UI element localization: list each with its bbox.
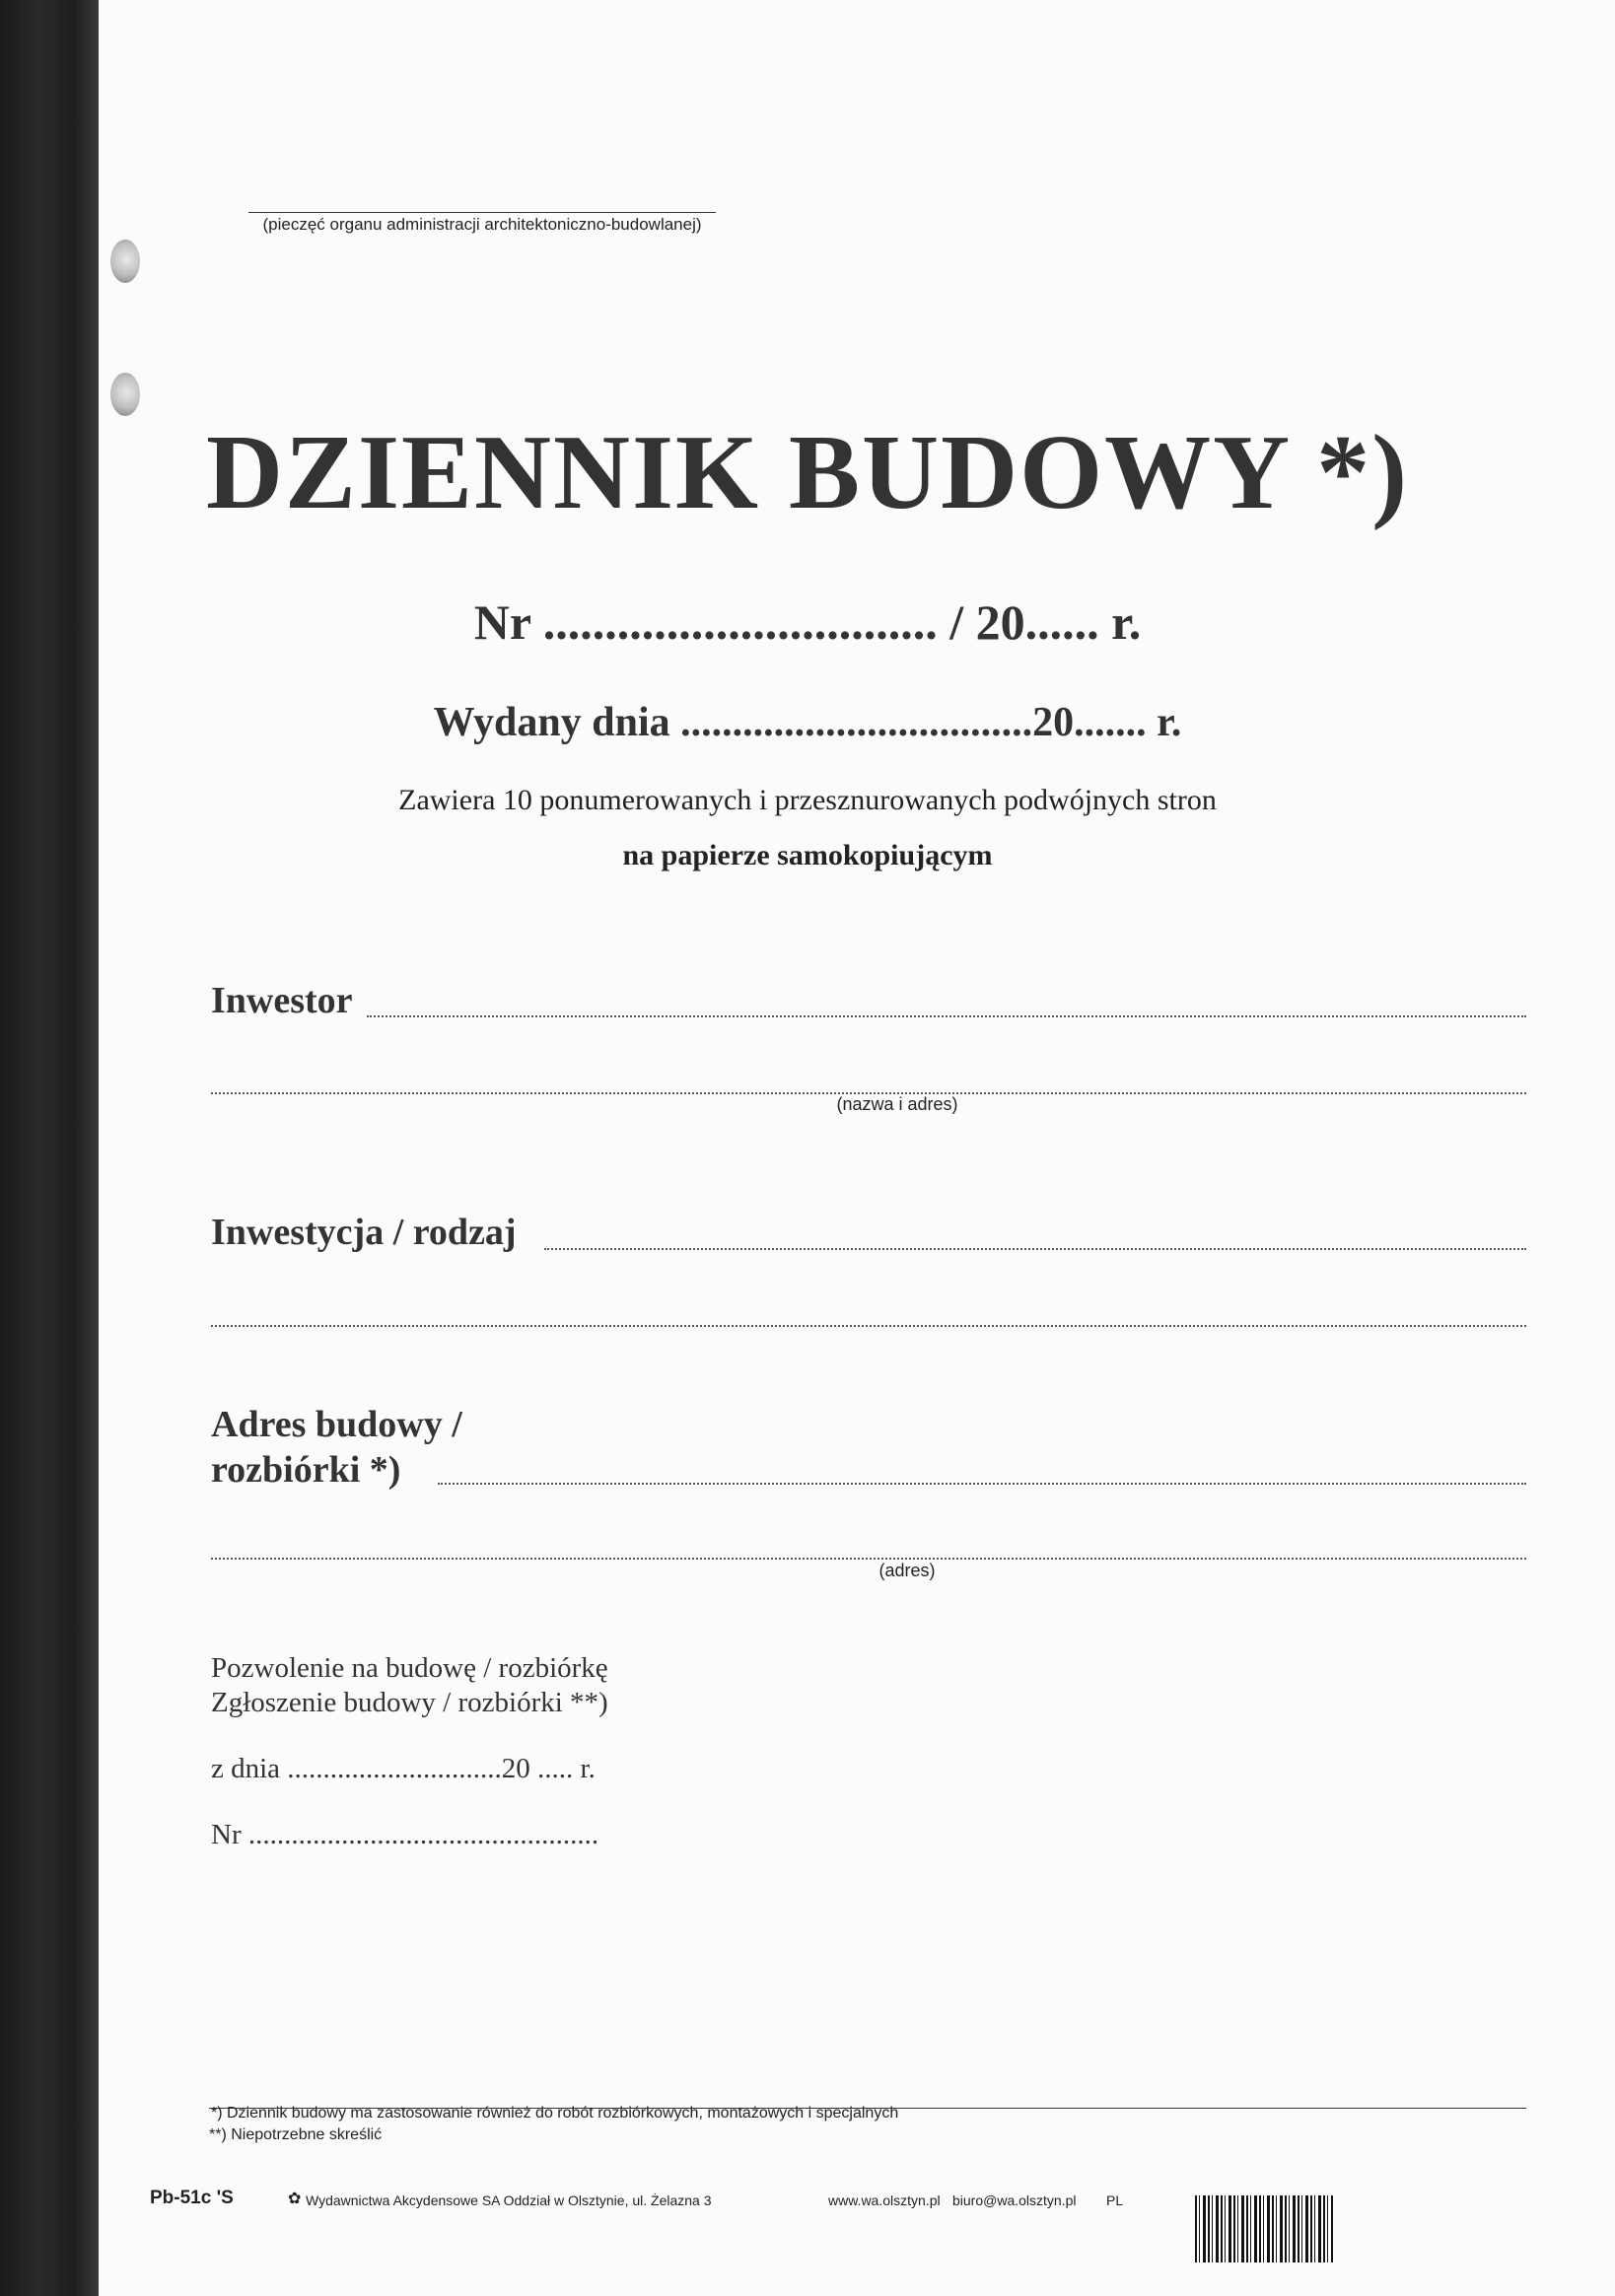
address-label-line1: Adres budowy / — [211, 1404, 462, 1445]
investor-field-line1[interactable] — [367, 1015, 1526, 1017]
investor-caption: (nazwa i adres) — [836, 1094, 958, 1114]
barcode — [1195, 2195, 1333, 2262]
punch-hole — [110, 373, 140, 416]
country-code: PL — [1106, 2192, 1124, 2208]
address-field-line2[interactable] — [211, 1558, 1526, 1560]
punch-hole — [110, 240, 140, 283]
address-field-line1[interactable] — [438, 1483, 1526, 1485]
publisher-logo-icon: ✿ — [288, 2191, 302, 2207]
pages-info: Zawiera 10 ponumerowanych i przesznurowanych podwójnych stron — [398, 784, 1217, 816]
document-title: DZIENNIK BUDOWY *) — [205, 414, 1410, 531]
permit-number-field[interactable]: Nr ................................................. — [211, 1819, 599, 1850]
investment-field-line1[interactable] — [544, 1248, 1526, 1250]
journal-number-line: Nr ................................ / 20...... r. — [473, 594, 1142, 650]
publisher-info: Wydawnictwa Akcydensowe SA Oddział w Olsztynie, ul. Żelazna 3 — [306, 2192, 712, 2208]
investor-label: Inwestor — [211, 980, 353, 1021]
stamp-line — [248, 212, 716, 213]
stamp-caption: (pieczęć organu administracji architektoniczno-budowlanej) — [262, 215, 702, 234]
notification-line: Zgłoszenie budowy / rozbiórki **) — [211, 1687, 608, 1718]
publisher-email: biuro@wa.olsztyn.pl — [952, 2192, 1077, 2208]
investment-field-line2[interactable] — [211, 1325, 1526, 1327]
footnote-2: **) Niepotrzebne skreślić — [209, 2126, 383, 2143]
document-sheet — [99, 0, 1615, 2296]
investment-label: Inwestycja / rodzaj — [211, 1212, 517, 1253]
issued-date-line: Wydany dnia ..................................20....... r. — [433, 700, 1182, 745]
binding-strip — [0, 0, 99, 2296]
paper-info: na papierze samokopiującym — [622, 839, 993, 871]
address-caption: (adres) — [878, 1561, 936, 1580]
form-code: Pb-51c 'S — [150, 2188, 234, 2208]
footnote-1: *) Dziennik budowy ma zastosowanie również do robót rozbiórkowych, montażowych i specjalnych — [211, 2105, 899, 2122]
address-label-line2: rozbiórki *) — [211, 1449, 401, 1491]
publisher-website: www.wa.olsztyn.pl — [828, 2192, 941, 2208]
permit-date-field[interactable]: z dnia ..............................20 ..... r. — [211, 1753, 596, 1784]
permit-line: Pozwolenie na budowę / rozbiórkę — [211, 1652, 608, 1684]
